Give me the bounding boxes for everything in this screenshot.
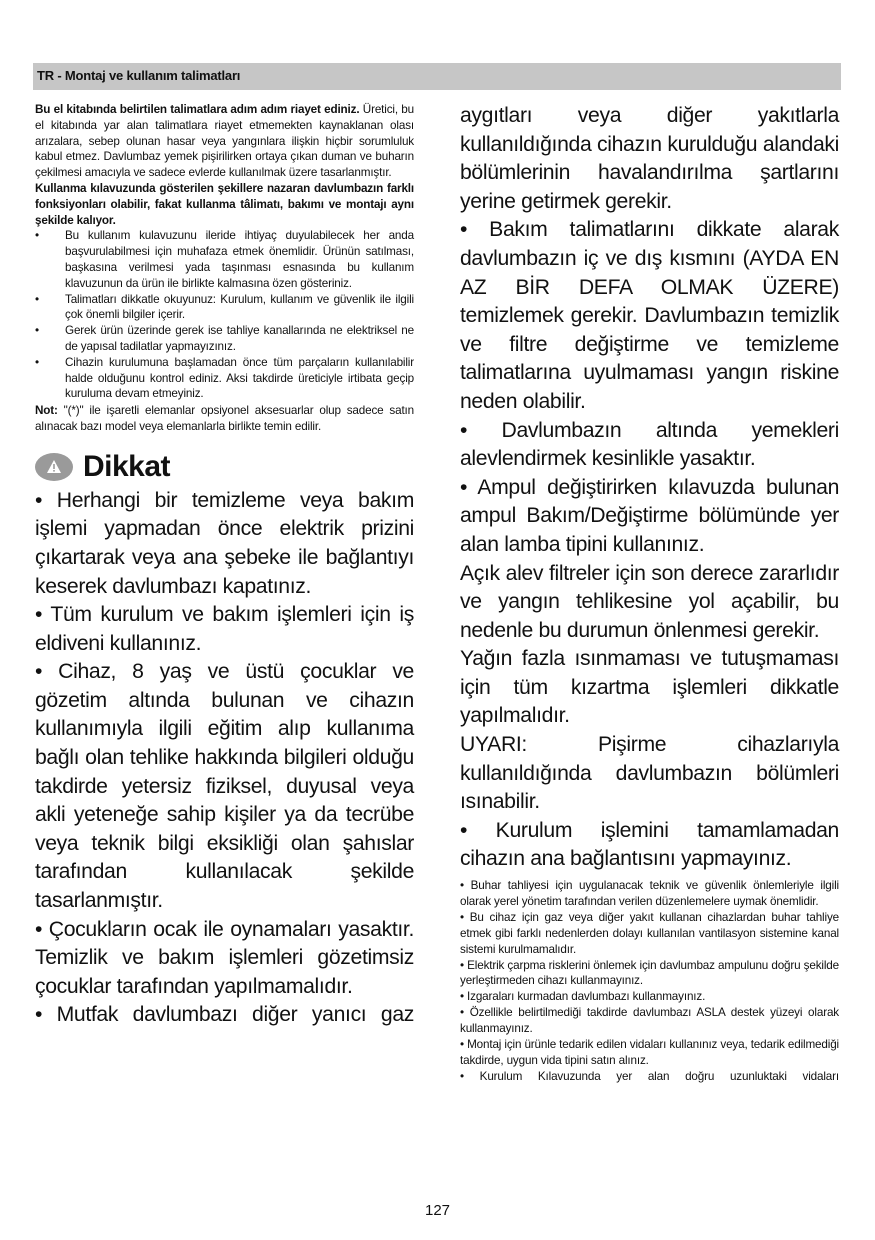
warning-paragraph: • Mutfak davlumbazı diğer yanıcı gaz — [35, 1003, 414, 1027]
safety-note: • Izgaraları kurmadan davlumbazı kullanmayınız. — [460, 990, 706, 1004]
section-header — [33, 63, 841, 90]
warning-paragraph: • Ampul değiştirirken kılavuzda bulunan ampul Bakım/Değiştirme bölümünde yer alan lamba tipini kullanınız. — [460, 475, 839, 556]
note-paragraph: Not: "(*)" ile işaretli elemanlar opsiyonel aksesuarlar olup sadece satın alınacak bazı model veya elemanlarla birlikte temin edilir. — [35, 404, 414, 433]
safety-note: • Elektrik çarpma risklerini önlemek için davlumbaz ampulunu doğru şekilde yerleştirmeden cihazı kullanmayınız. — [460, 958, 839, 988]
list-item: • Talimatları dikkatle okuyunuz: Kurulum, kullanım ve güvenlik ile ilgili çok önemli bilgiler içerir. — [35, 292, 414, 322]
warning-paragraph: Açık alev filtreler için son derece zararlıdır ve yangın tehlikesine yol açabilir, bu nedenle bu durumun önlenmesi gerekir. — [460, 561, 839, 642]
left-column — [35, 102, 414, 1030]
intro-text: Üretici, bu el kitabında yar alan talimatlara riayet etmemekten kaynaklanan olası arızalara, sebep olunan hasar veya yangınlara ilişkin hiçbir sorumluluk kabul etmez. Davlumbaz yemek pişirilirken ortaya çıkan duman ve buharın çekilmesi amacıyla ve sadece evlerde kullanılmak üzere tasarlanmıştır. — [35, 103, 414, 180]
safety-note: • Özellikle belirtilmediği takdirde davlumbazı ASLA destek yüzeyi olarak kullanmayınız. — [460, 1006, 839, 1036]
warning-paragraph: • Cihaz, 8 yaş ve üstü çocuklar ve gözetim altında bulunan ve cihazın kullanımıyla ilgili eğitim alıp kullanıma bağlı olan tehlike hakkında bilgileri olduğu takdirde yetersiz fiziksel, duyusal veya akli yeteneğe sahip kişiler ya da tecrübe veya teknik bilgi eksikliği olan şahıslar tarafından kullanılacak şekilde tasarlanmıştır. — [35, 660, 414, 913]
warning-icon — [35, 453, 73, 481]
safety-note: • Kurulum Kılavuzunda yer alan doğru uzunluktaki vidaları — [460, 1069, 839, 1083]
warning-paragraph: UYARI: Pişirme cihazlarıyla kullanıldığında davlumbazın bölümleri ısınabilir. — [460, 733, 839, 814]
section-title: TR - Montaj ve kullanım talimatları — [37, 68, 241, 83]
warning-paragraph: • Kurulum işlemini tamamlamadan cihazın ana bağlantısını yapmayınız. — [460, 818, 839, 871]
warning-paragraph: Yağın fazla ısınmaması ve tutuşmaması için tüm kızartma işlemleri dikkatle yapılmalıdır. — [460, 647, 839, 728]
safety-note: • Montaj için ürünle tedarik edilen vidaları kullanınız veya, tedarik edilmediği takdirde, uygun vida tipini satın alınız. — [460, 1038, 839, 1067]
list-item: • Cihazin kurulumuna başlamadan önce tüm parçaların kullanılabilir halde olduğunu kontrol ediniz. Aksi takdirde üreticiyle irtibata geçip kuruluma devam etmeyiniz. — [35, 355, 414, 401]
page-number: 127 — [424, 1202, 451, 1219]
warning-paragraph: • Bakım talimatlarını dikkate alarak davlumbazın iç ve dış kısmını (AYDA EN AZ BİR DEFA OLMAK ÜZERE) temizlemek gerekir. Davlumbazın temizlik ve filtre değiştirme ve temizleme talimatlarına uyulmaması yangın riskine neden olabilir. — [460, 218, 839, 413]
intro-bold: Bu el kitabında belirtilen talimatlara adım adım riayet ediniz. — [35, 103, 360, 116]
figure-note: Kullanma kılavuzunda gösterilen şekillere nazaran davlumbazın farklı fonksiyonları olabilir, fakat kullanma tâlimatı, bakımı ve montajı aynı şekilde kalıyor. — [35, 181, 414, 227]
safety-note: • Bu cihaz için gaz veya diğer yakıt kullanan cihazlardan buhar tahliye etmek gibi farklı nedenlerden dolayı kullanılan vantilasyon sistemine kanal sistemi kurulmamalıdır. — [460, 910, 839, 956]
warning-paragraph: • Herhangi bir temizleme veya bakım işlemi yapmadan önce elektrik prizini çıkartarak veya ana şebeke ile bağlantıyı keserek davlumbazı kapatınız. — [35, 488, 414, 598]
warning-paragraph: • Tüm kurulum ve bakım işlemleri için iş eldiveni kullanınız. — [35, 603, 414, 655]
safety-note: • Buhar tahliyesi için uygulanacak teknik ve güvenlik önlemleriyle ilgili olarak yerel yönetim tarafından verilen düzenlemelere uymak önemlidir. — [460, 879, 839, 908]
note-label: Not: — [35, 404, 58, 418]
intro-paragraph — [35, 102, 414, 181]
list-item: • Gerek ürün üzerinde gerek ise tahliye kanallarında ne elektriksel ne de yapısal tadilatlar yapmayızınız. — [35, 324, 414, 353]
warning-heading — [35, 447, 414, 487]
warning-paragraph: • Çocukların ocak ile oynamaları yasaktır. Temizlik ve bakım işlemleri gözetimsiz çocuklar tarafından yapılmamalıdır. — [35, 917, 414, 998]
list-item: • Bu kullanım kulavuzunu ileride ihtiyaç duyulabilecek her anda başvurulabilmesi için muhafaza etmek önemlidir. Ürünün satılması, başkasına verilmesi yada taşınması esnasında bu kullanım klavuzunun da ürün ile birlikte kalmasına özen gösteriniz. — [35, 229, 414, 290]
warning-title: Dikkat — [83, 449, 171, 483]
right-column — [460, 102, 839, 1085]
warning-paragraph: • Davlumbazın altında yemekleri alevlendirmek kesinlikle yasaktır. — [460, 418, 839, 471]
instruction-list — [35, 228, 414, 402]
warning-paragraph: aygıtları veya diğer yakıtlarla kullanıldığında cihazın kurulduğu alandaki bölümlerinin havalandırılma şartlarını yerine getirmek gerekir. — [460, 104, 839, 213]
